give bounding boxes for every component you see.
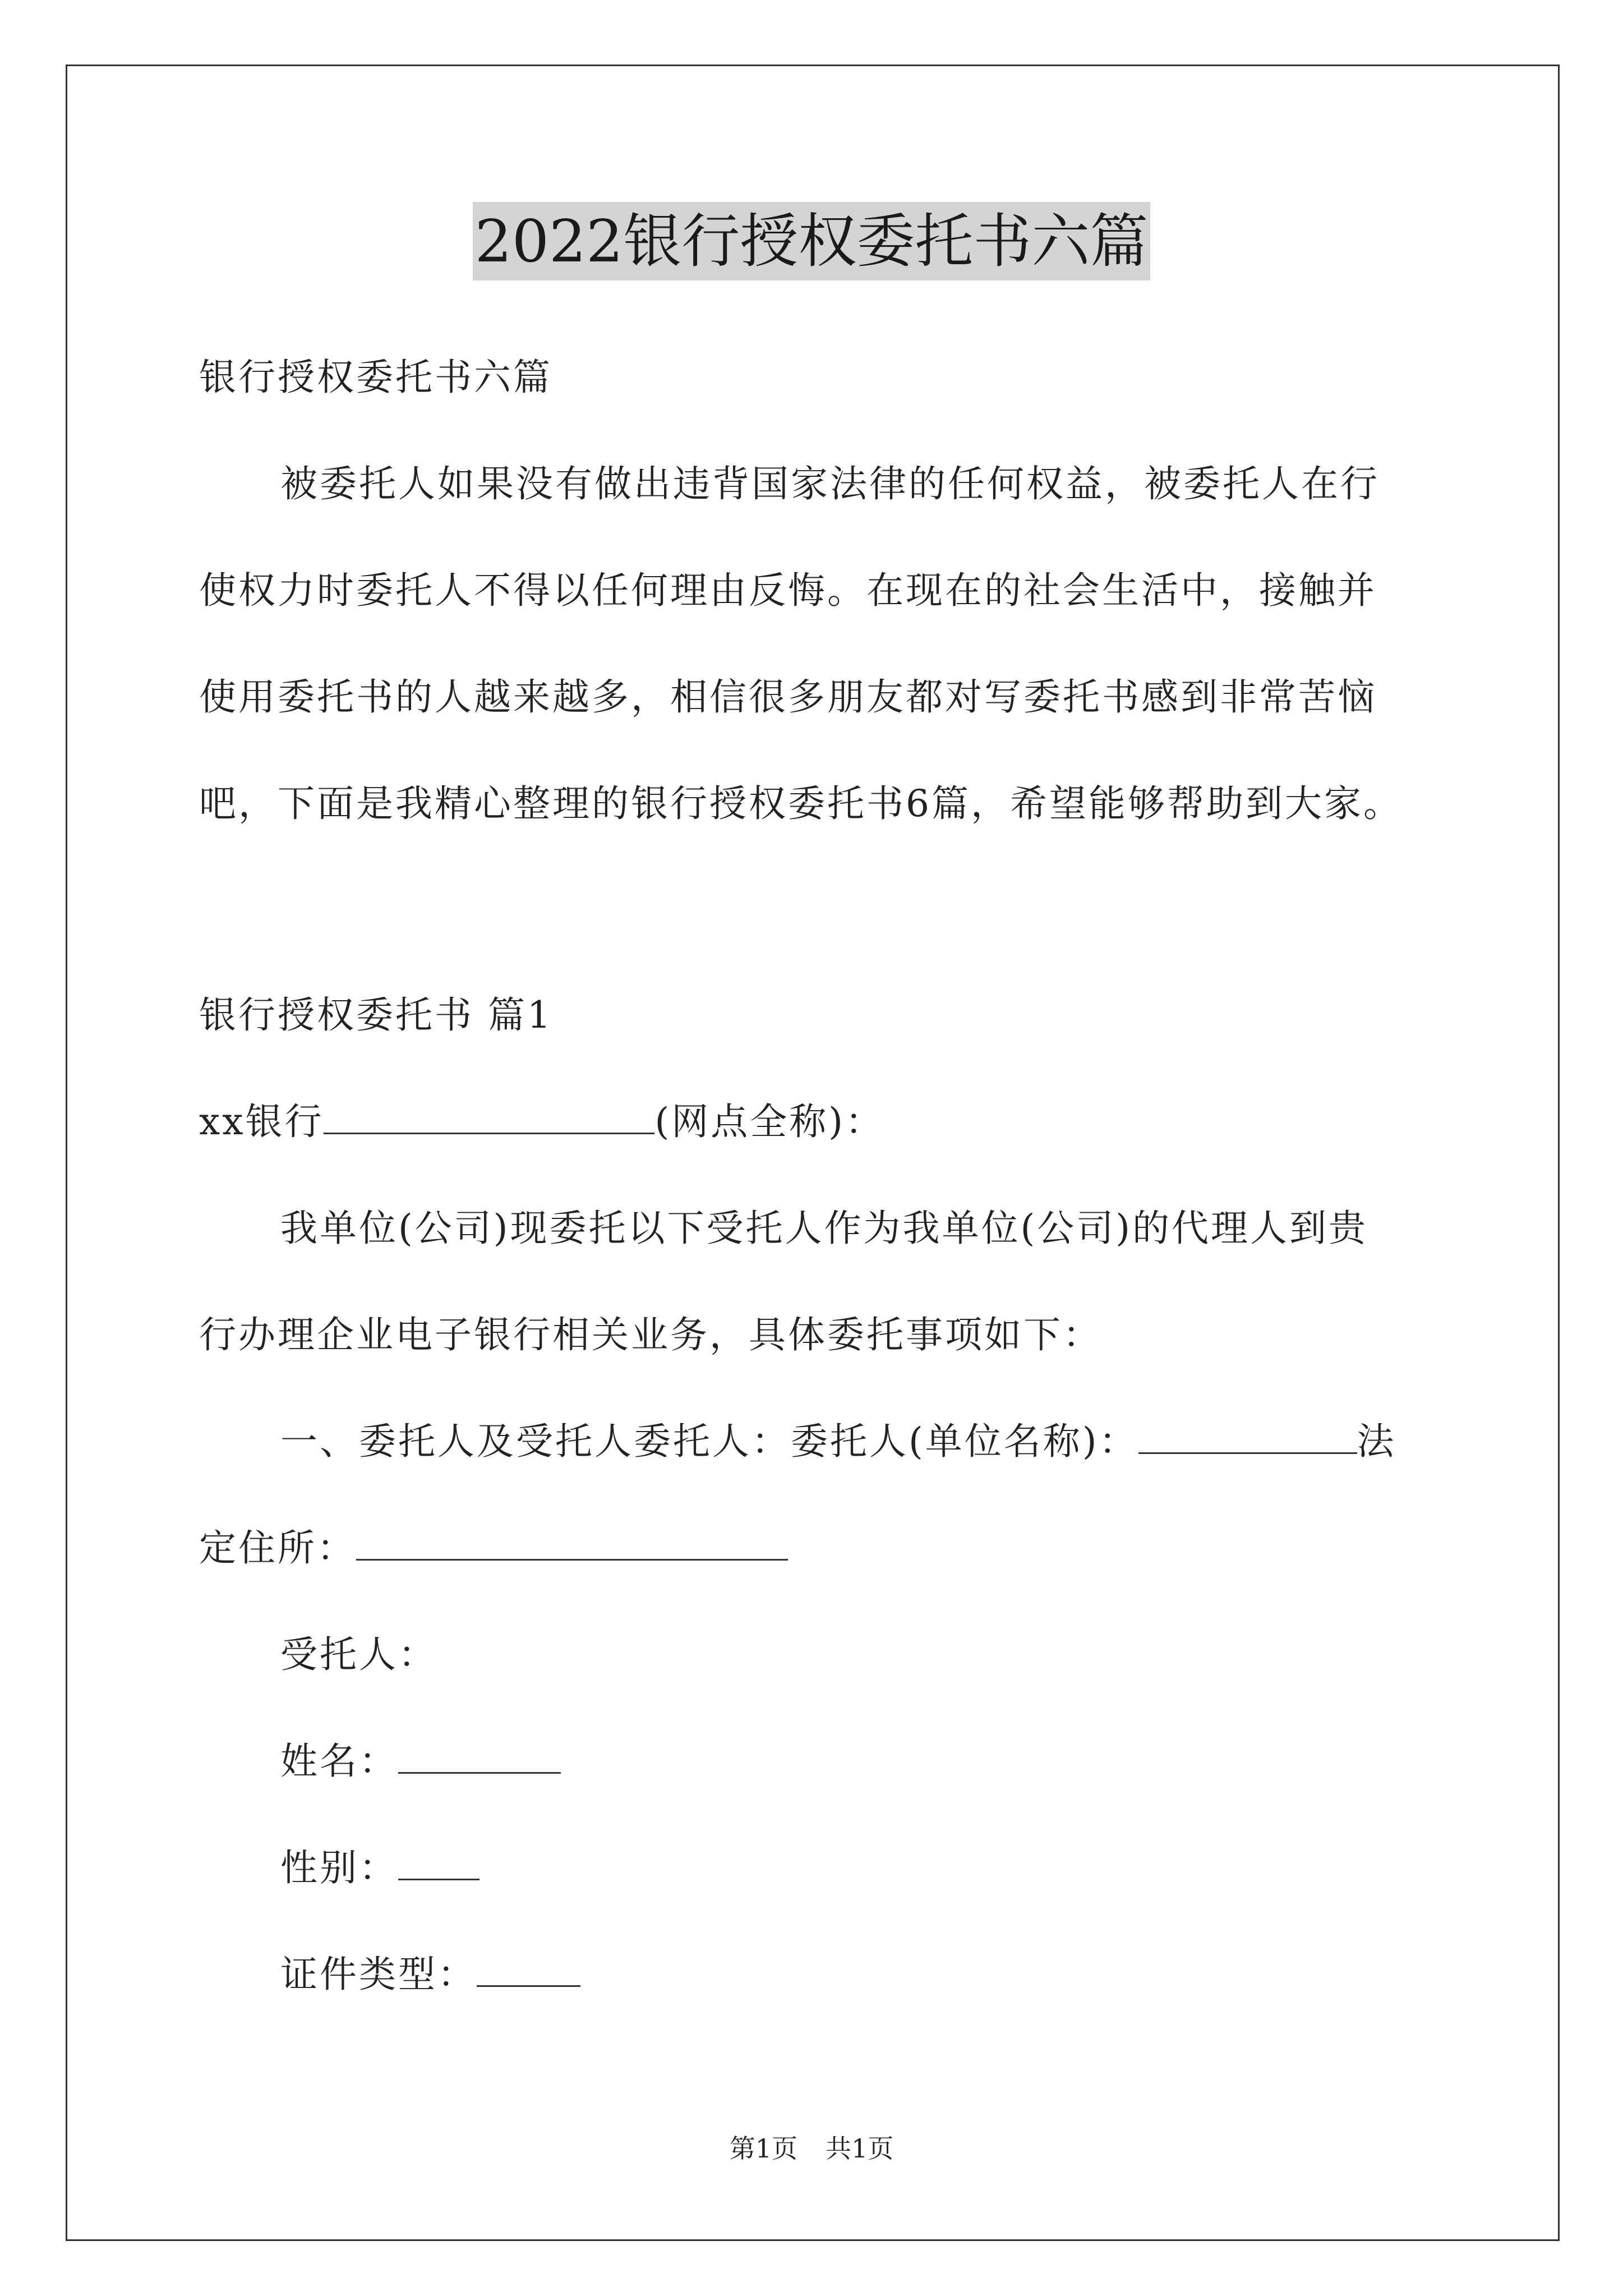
page-footer — [0, 2132, 1623, 2165]
id-type-field-label: 证件类型： — [280, 1953, 477, 1996]
title-wrapper — [0, 202, 1623, 280]
id-type-field — [280, 1949, 580, 2000]
name-field — [280, 1736, 561, 1787]
page-number: 第1页 — [729, 2133, 797, 2164]
principal-line — [280, 1416, 1396, 1467]
gender-blank — [398, 1844, 479, 1880]
address-blank — [356, 1524, 788, 1561]
intro-line-1: 被委托人如果没有做出违背国家法律的任何权益，被委托人在行 — [280, 462, 1380, 505]
name-field-label: 姓名： — [280, 1740, 398, 1783]
gender-field-label: 性别： — [280, 1846, 398, 1889]
intro-line-2: 使权力时委托人不得以任何理由反悔。在现在的社会生活中，接触并 — [199, 569, 1377, 612]
branch-name-blank — [324, 1098, 654, 1134]
page-total: 共1页 — [826, 2133, 894, 2164]
body-line-2: 行办理企业电子银行相关业务，具体委托事项如下： — [199, 1313, 1102, 1356]
id-type-blank — [477, 1950, 580, 1987]
intro-line-3: 使用委托书的人越来越多，相信很多朋友都对写委托书感到非常苦恼 — [199, 675, 1377, 719]
address-line — [199, 1523, 788, 1573]
bank-line-suffix: (网点全称)： — [654, 1100, 884, 1143]
section-heading: 银行授权委托书 篇1 — [199, 993, 553, 1037]
gender-field — [280, 1843, 479, 1893]
principal-line-text: 一、委托人及受托人委托人：委托人(单位名称)： — [280, 1420, 1138, 1463]
bank-line — [199, 1097, 884, 1147]
address-line-text: 定住所： — [199, 1526, 356, 1570]
name-blank — [398, 1737, 561, 1774]
agent-label: 受托人： — [280, 1633, 437, 1676]
principal-name-blank — [1138, 1418, 1357, 1454]
principal-line-end: 法 — [1357, 1420, 1396, 1463]
document-subtitle: 银行授权委托书六篇 — [199, 356, 552, 399]
document-title: 2022银行授权委托书六篇 — [473, 202, 1151, 280]
intro-line-4: 吧，下面是我精心整理的银行授权委托书6篇，希望能够帮助到大家。 — [199, 782, 1403, 825]
body-line-1: 我单位(公司)现委托以下受托人作为我单位(公司)的代理人到贵 — [280, 1207, 1368, 1250]
bank-line-prefix: xx银行 — [199, 1100, 324, 1143]
